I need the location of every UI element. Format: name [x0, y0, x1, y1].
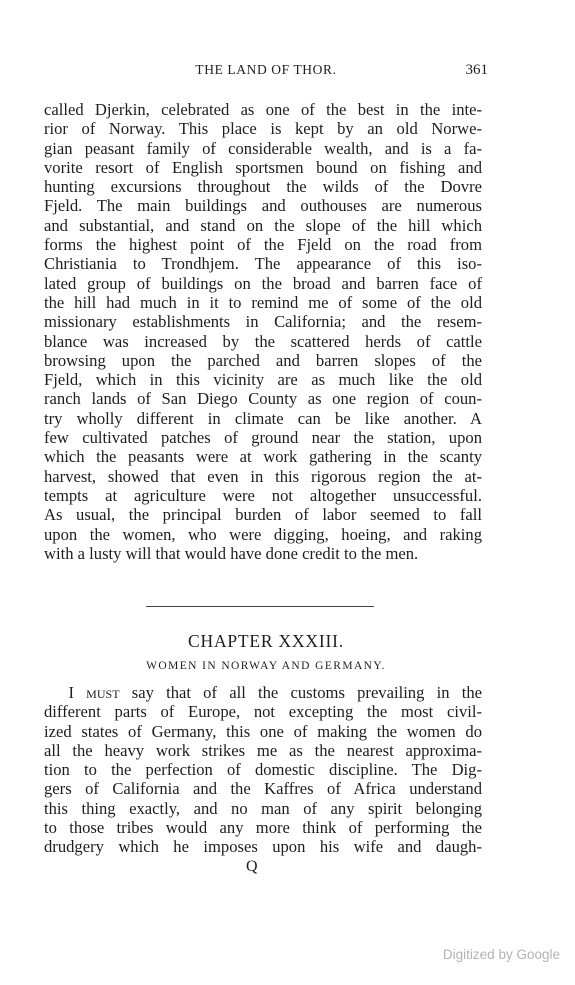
text-line: with a lusty will that would have done credit to the men.: [44, 543, 419, 563]
signature-mark: Q: [246, 858, 258, 875]
running-title: THE LAND OF THOR.: [195, 62, 337, 77]
text-line: hunting excursions throughout the wilds of the Dovre: [44, 177, 482, 197]
text-line: this thing exactly, and no man of any spirit belonging: [44, 798, 482, 818]
text-line: all the heavy work strikes me as the nearest approxima-: [44, 740, 482, 760]
paragraph-1: [44, 100, 482, 563]
chapter-heading: CHAPTER XXXIII.: [188, 631, 344, 651]
text-line: As usual, the principal burden of labor seemed to fall: [44, 505, 482, 525]
text-line: tempts at agriculture were not altogether unsuccessful.: [44, 485, 482, 505]
text-line: and substantial, and stand on the slope of the hill which: [44, 215, 482, 235]
text-line: upon the women, who were digging, hoeing, and raking: [44, 524, 482, 544]
text-line: different parts of Europe, not excepting the most civil-: [44, 702, 482, 722]
text-line-first: [44, 683, 482, 702]
text-line: tion to the perfection of domestic discipline. The Dig-: [44, 760, 482, 780]
text-line: ized states of Germany, this one of making the women do: [44, 721, 482, 741]
text-line: Fjeld, which in this vicinity are as much like the old: [44, 370, 482, 390]
text-line: rior of Norway. This place is kept by an old Norwe-: [44, 119, 482, 139]
text-line: to those tribes would any more think of performing the: [44, 818, 482, 838]
text-line: try wholly different in climate can be like another. A: [44, 408, 482, 428]
text-line: Fjeld. The main buildings and outhouses are numerous: [44, 196, 482, 216]
text-line: the hill had much in it to remind me of some of the old: [44, 292, 482, 312]
text-line: which the peasants were at work gathering in the scanty: [44, 447, 482, 467]
page-number: 361: [465, 62, 488, 78]
section-divider: [146, 606, 374, 607]
opening-words: I must: [68, 683, 120, 702]
text-line: few cultivated patches of ground near the station, upon: [44, 428, 482, 448]
text-line: Christiania to Trondhjem. The appearance of this iso-: [44, 254, 482, 274]
text-line: missionary establishments in California; and the resem-: [44, 312, 482, 332]
digitized-watermark: Digitized by Google: [442, 947, 560, 962]
text-line: harvest, showed that even in this rigorous region the at-: [44, 466, 482, 486]
text-line: called Djerkin, celebrated as one of the best in the inte-: [44, 100, 482, 119]
text-line: gers of California and the Kaffres of Africa understand: [44, 779, 482, 799]
text-line: browsing upon the parched and barren slopes of the: [44, 350, 482, 370]
paragraph-2: [44, 683, 482, 857]
text-line: forms the highest point of the Fjeld on the road from: [44, 235, 482, 255]
text-line: ranch lands of San Diego County as one region of coun-: [44, 389, 482, 409]
first-line-rest: say that of all the customs prevailing in the: [119, 683, 483, 702]
text-line: gian peasant family of considerable wealth, and is a fa-: [44, 138, 482, 158]
running-head: [44, 62, 488, 84]
chapter-subtitle: WOMEN IN NORWAY AND GERMANY.: [146, 660, 386, 672]
text-line: drudgery which he imposes upon his wife and daugh-: [44, 837, 482, 857]
text-line: vorite resort of English sportsmen bound on fishing and: [44, 157, 482, 177]
text-line: lated group of buildings on the broad and barren face of: [44, 273, 482, 293]
text-line: blance was increased by the scattered herds of cattle: [44, 331, 482, 351]
